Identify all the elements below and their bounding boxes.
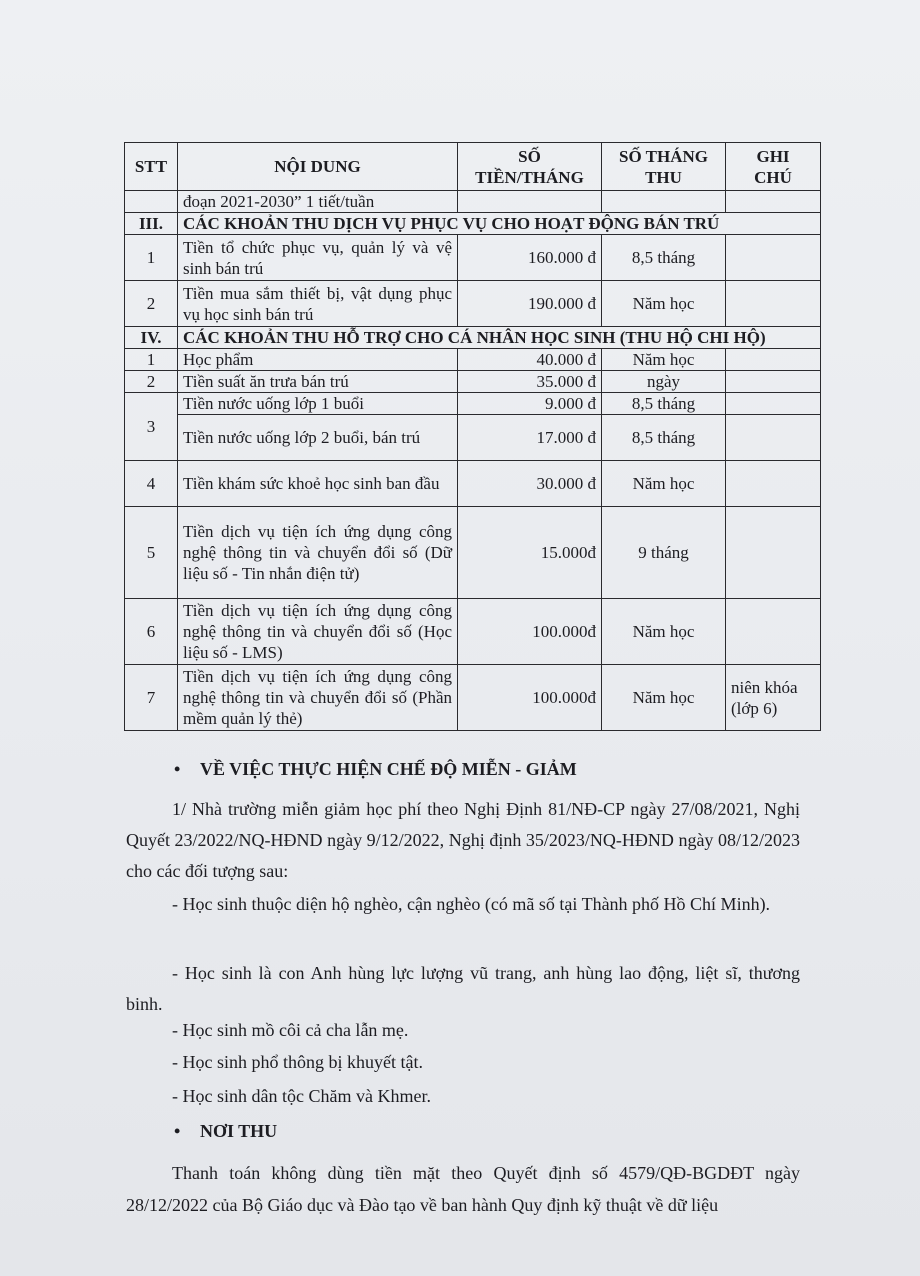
row-months: 8,5 tháng (602, 393, 726, 415)
row-stt: 6 (125, 599, 178, 665)
collection-text: Thanh toán không dùng tiền mặt theo Quyết định số 4579/QĐ-BGDĐT ngày 28/12/2022 của Bộ Giáo dục và Đào tạo về ban hành Quy định kỹ thuật về dữ liệu (126, 1163, 800, 1215)
row-months: Năm học (602, 281, 726, 327)
row-note (726, 461, 821, 507)
row-note (726, 281, 821, 327)
section-row (125, 327, 821, 349)
row-amount: 30.000 đ (458, 461, 602, 507)
table-row (125, 349, 821, 371)
row-content: Học phẩm (178, 349, 458, 371)
row-months: Năm học (602, 349, 726, 371)
exemption-item: - Học sinh phổ thông bị khuyết tật. (172, 1052, 423, 1072)
table-row (125, 665, 821, 731)
table-row (125, 393, 821, 415)
bullet-icon: • (174, 759, 181, 779)
row-amount: 100.000đ (458, 665, 602, 731)
row-stt: 7 (125, 665, 178, 731)
table-header-row (125, 143, 821, 191)
row-amount: 35.000 đ (458, 371, 602, 393)
row-stt: 1 (125, 235, 178, 281)
section-number: III. (125, 213, 178, 235)
table-row (125, 191, 821, 213)
collection-heading: • NƠI THU (174, 1121, 278, 1141)
header-amount: SỐ TIỀN/THÁNG (458, 143, 602, 191)
row-stt: 2 (125, 371, 178, 393)
row-stt: 2 (125, 281, 178, 327)
header-stt: STT (125, 143, 178, 191)
row-months: Năm học (602, 461, 726, 507)
row-months: Năm học (602, 599, 726, 665)
section-title: CÁC KHOẢN THU HỖ TRỢ CHO CÁ NHÂN HỌC SINH (THU HỘ CHI HỘ) (178, 327, 821, 349)
row-months: ngày (602, 371, 726, 393)
row-months: Năm học (602, 665, 726, 731)
row-content: Tiền dịch vụ tiện ích ứng dụng công nghệ thông tin và chuyển đổi số (Học liệu số - LMS) (178, 599, 458, 665)
row-amount: 15.000đ (458, 507, 602, 599)
exemption-intro: 1/ Nhà trường miễn giảm học phí theo Nghị Định 81/NĐ-CP ngày 27/08/2021, Nghị Quyết 23/2022/NQ-HĐND ngày 9/12/2022, Nghị định 35/2023/NQ-HĐND ngày 08/12/2023 cho các đối tượng sau: (126, 799, 800, 881)
section-row (125, 213, 821, 235)
continuation-text: đoạn 2021-2030” 1 tiết/tuần (178, 191, 458, 213)
row-amount: 9.000 đ (458, 393, 602, 415)
row-note (726, 599, 821, 665)
row-note (726, 507, 821, 599)
table-row (125, 371, 821, 393)
row-content: Tiền nước uống lớp 1 buổi (178, 393, 458, 415)
row-amount: 160.000 đ (458, 235, 602, 281)
row-amount: 40.000 đ (458, 349, 602, 371)
header-note: GHI CHÚ (726, 143, 821, 191)
row-content: Tiền tổ chức phục vụ, quản lý và vệ sinh bán trú (178, 235, 458, 281)
row-amount: 100.000đ (458, 599, 602, 665)
table-row (125, 415, 821, 461)
row-note: niên khóa (lớp 6) (726, 665, 821, 731)
header-months: SỐ THÁNG THU (602, 143, 726, 191)
row-note (726, 415, 821, 461)
row-stt: 4 (125, 461, 178, 507)
row-note (726, 235, 821, 281)
table-row (125, 235, 821, 281)
row-content: Tiền khám sức khoẻ học sinh ban đầu (178, 461, 458, 507)
section-title: CÁC KHOẢN THU DỊCH VỤ PHỤC VỤ CHO HOẠT ĐỘNG BÁN TRÚ (178, 213, 821, 235)
exemption-item: - Học sinh là con Anh hùng lực lượng vũ trang, anh hùng lao động, liệt sĩ, thương binh. (126, 963, 800, 1014)
row-months: 8,5 tháng (602, 235, 726, 281)
fee-table (124, 142, 821, 731)
row-content: Tiền nước uống lớp 2 buổi, bán trú (178, 415, 458, 461)
row-amount: 190.000 đ (458, 281, 602, 327)
row-content: Tiền mua sắm thiết bị, vật dụng phục vụ học sinh bán trú (178, 281, 458, 327)
exemption-heading: • VỀ VIỆC THỰC HIỆN CHẾ ĐỘ MIỄN - GIẢM (174, 759, 577, 779)
exemption-item: - Học sinh mồ côi cả cha lẫn mẹ. (172, 1020, 409, 1040)
row-note (726, 349, 821, 371)
row-months: 8,5 tháng (602, 415, 726, 461)
row-note (726, 371, 821, 393)
row-months: 9 tháng (602, 507, 726, 599)
exemption-item: - Học sinh dân tộc Chăm và Khmer. (172, 1086, 431, 1106)
row-stt: 5 (125, 507, 178, 599)
table-row (125, 461, 821, 507)
section-number: IV. (125, 327, 178, 349)
row-stt: 3 (125, 393, 178, 461)
row-content: Tiền dịch vụ tiện ích ứng dụng công nghệ thông tin và chuyển đổi số (Phần mềm quản lý thẻ) (178, 665, 458, 731)
row-stt: 1 (125, 349, 178, 371)
row-content: Tiền suất ăn trưa bán trú (178, 371, 458, 393)
table-row (125, 507, 821, 599)
row-content: Tiền dịch vụ tiện ích ứng dụng công nghệ thông tin và chuyển đổi số (Dữ liệu số - Tin nhắn điện tử) (178, 507, 458, 599)
exemption-item: - Học sinh thuộc diện hộ nghèo, cận nghèo (có mã số tại Thành phố Hồ Chí Minh). (172, 894, 771, 914)
row-amount: 17.000 đ (458, 415, 602, 461)
row-note (726, 393, 821, 415)
table-row (125, 281, 821, 327)
bullet-icon: • (174, 1121, 181, 1141)
header-content: NỘI DUNG (178, 143, 458, 191)
table-row (125, 599, 821, 665)
